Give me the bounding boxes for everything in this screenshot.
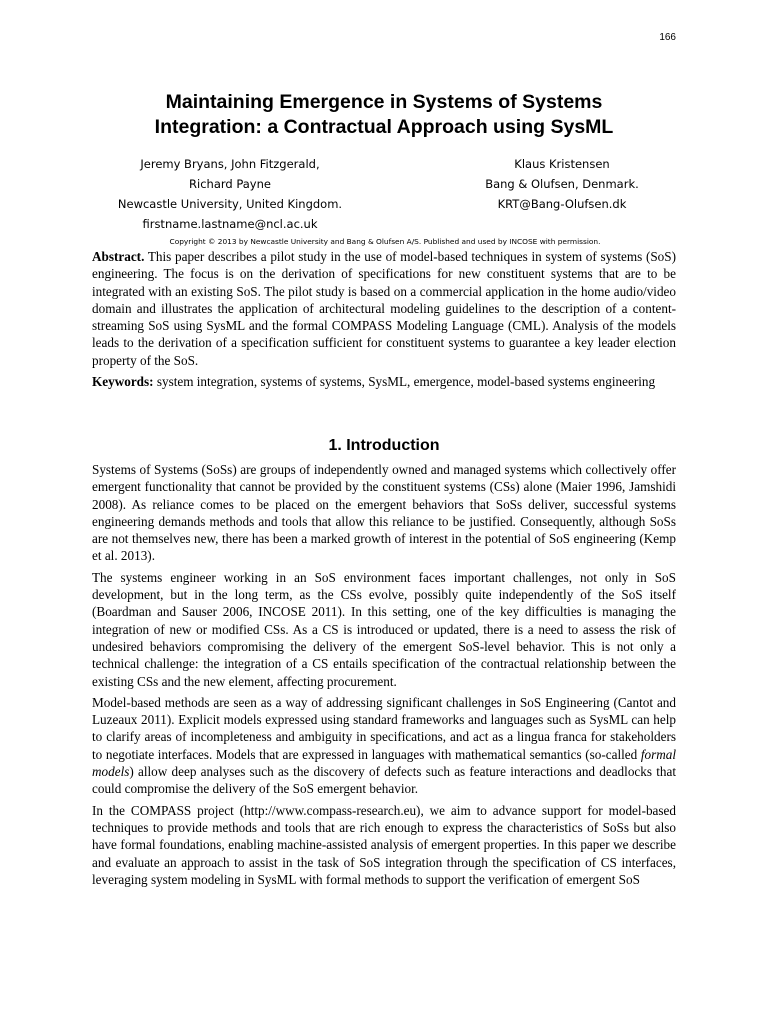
page-number: 166 [659, 32, 676, 43]
intro-paragraph-1: Systems of Systems (SoSs) are groups of independently owned and managed systems which collectively offer emergent functionality that cannot be provided by the constituent systems (CSs) alone (Maier 1996, Jamshidi 2008). As reliance comes to be placed on the emergent behaviors that SoSs deliver, successful systems engineering demands methods and tools that allow this reliance to be justified. Consequently, although SoSs are not themselves new, there has been a marked growth of interest in the potential of SoS engineering (Kemp et al. 2013). [92, 462, 676, 564]
author-names-line-2: Richard Payne [189, 177, 271, 191]
intro-paragraph-3-text-a: Model-based methods are seen as a way of addressing significant challenges in SoS Engineering (Cantot and Luzeaux 2011). Explicit models expressed using standard frameworks and languages such as SysML can help to clarify areas of incompleteness and ambiguity in specifications, and act as a lingua franca for stakeholders to negotiate interfaces. Models that are expressed in languages with mathematical semantics (so-called [92, 694, 676, 762]
paper-title-line-1: Maintaining Emergence in Systems of Systems [165, 91, 603, 113]
abstract-paragraph [92, 248, 676, 369]
author-email: KRT@Bang-Olufsen.dk [497, 197, 627, 211]
keywords-paragraph [92, 373, 676, 390]
author-name: Klaus Kristensen [514, 157, 610, 171]
author-affiliation: Bang & Olufsen, Denmark. [485, 177, 639, 191]
section-heading-introduction: 1. Introduction [328, 437, 440, 454]
intro-paragraph-3 [92, 694, 676, 798]
author-group-bang-olufsen [448, 154, 676, 214]
intro-paragraph-3-emphasis: formal models [92, 746, 676, 780]
author-email: firstname.lastname@ncl.ac.uk [142, 217, 318, 231]
abstract-section [92, 248, 676, 394]
keywords-text: system integration, systems of systems, SysML, emergence, model-based systems engineering [153, 374, 656, 390]
author-group-newcastle [90, 154, 370, 234]
intro-paragraph-2: The systems engineer working in an SoS environment faces important challenges, not only in SoS development, but in the long term, as the CSs evolve, possibly quite independently of the SoS itself (Boardman and Sauser 2006, INCOSE 2011). In this setting, one of the key difficulties is managing the integration of new or modified CSs. As a CS is introduced or updated, there is a need to assess the risk of undesired behaviors compromising the delivery of the emergent SoS-level behavior. This is not only a technical challenge: the integration of a CS entails specification of the contractual relationship between the existing CSs and the new element, affecting procurement. [92, 569, 676, 689]
keywords-label: Keywords: [92, 374, 154, 390]
author-names-line-1: Jeremy Bryans, John Fitzgerald, [140, 157, 320, 171]
intro-paragraph-4: In the COMPASS project (http://www.compass-research.eu), we aim to advance support for model-based techniques to provide methods and tools that are rich enough to express the characteristics of SoSs but also have formal foundations, enabling machine-assisted analysis of emergent properties. In this paper we describe and evaluate an approach to assist in the task of SoS integration through the specification of CS interfaces, leveraging system modeling in SysML with formal methods to support the verification of emergent SoS [92, 802, 676, 887]
author-affiliation: Newcastle University, United Kingdom. [117, 197, 343, 211]
abstract-text: This paper describes a pilot study in the use of model-based techniques in system of systems (SoS) engineering. The focus is on the derivation of specifications for new constituent systems that are to be integrated with an existing SoS. The pilot study is based on a commercial application in the home audio/video domain and illustrates the application of architectural modeling guidelines to the description of a content-streaming SoS using SysML and the formal COMPASS Modeling Language (CML). Analysis of the models leads to the derivation of a specification sufficient for constituent systems to guarantee a key leader election property of the SoS. [92, 249, 676, 368]
copyright-notice: Copyright © 2013 by Newcastle University and Bang & Olufsen A/S. Published and used by INCOSE with permission. [169, 237, 601, 246]
paper-title [60, 90, 708, 140]
introduction-section [92, 461, 676, 892]
paper-title-line-2: Integration: a Contractual Approach using SysML [154, 116, 614, 138]
abstract-label: Abstract. [92, 249, 145, 264]
intro-paragraph-3-text-b: ) allow deep analyses such as the discovery of defects such as feature interactions and deadlocks that could compromise the delivery of the SoS emergent behavior. [92, 764, 676, 797]
